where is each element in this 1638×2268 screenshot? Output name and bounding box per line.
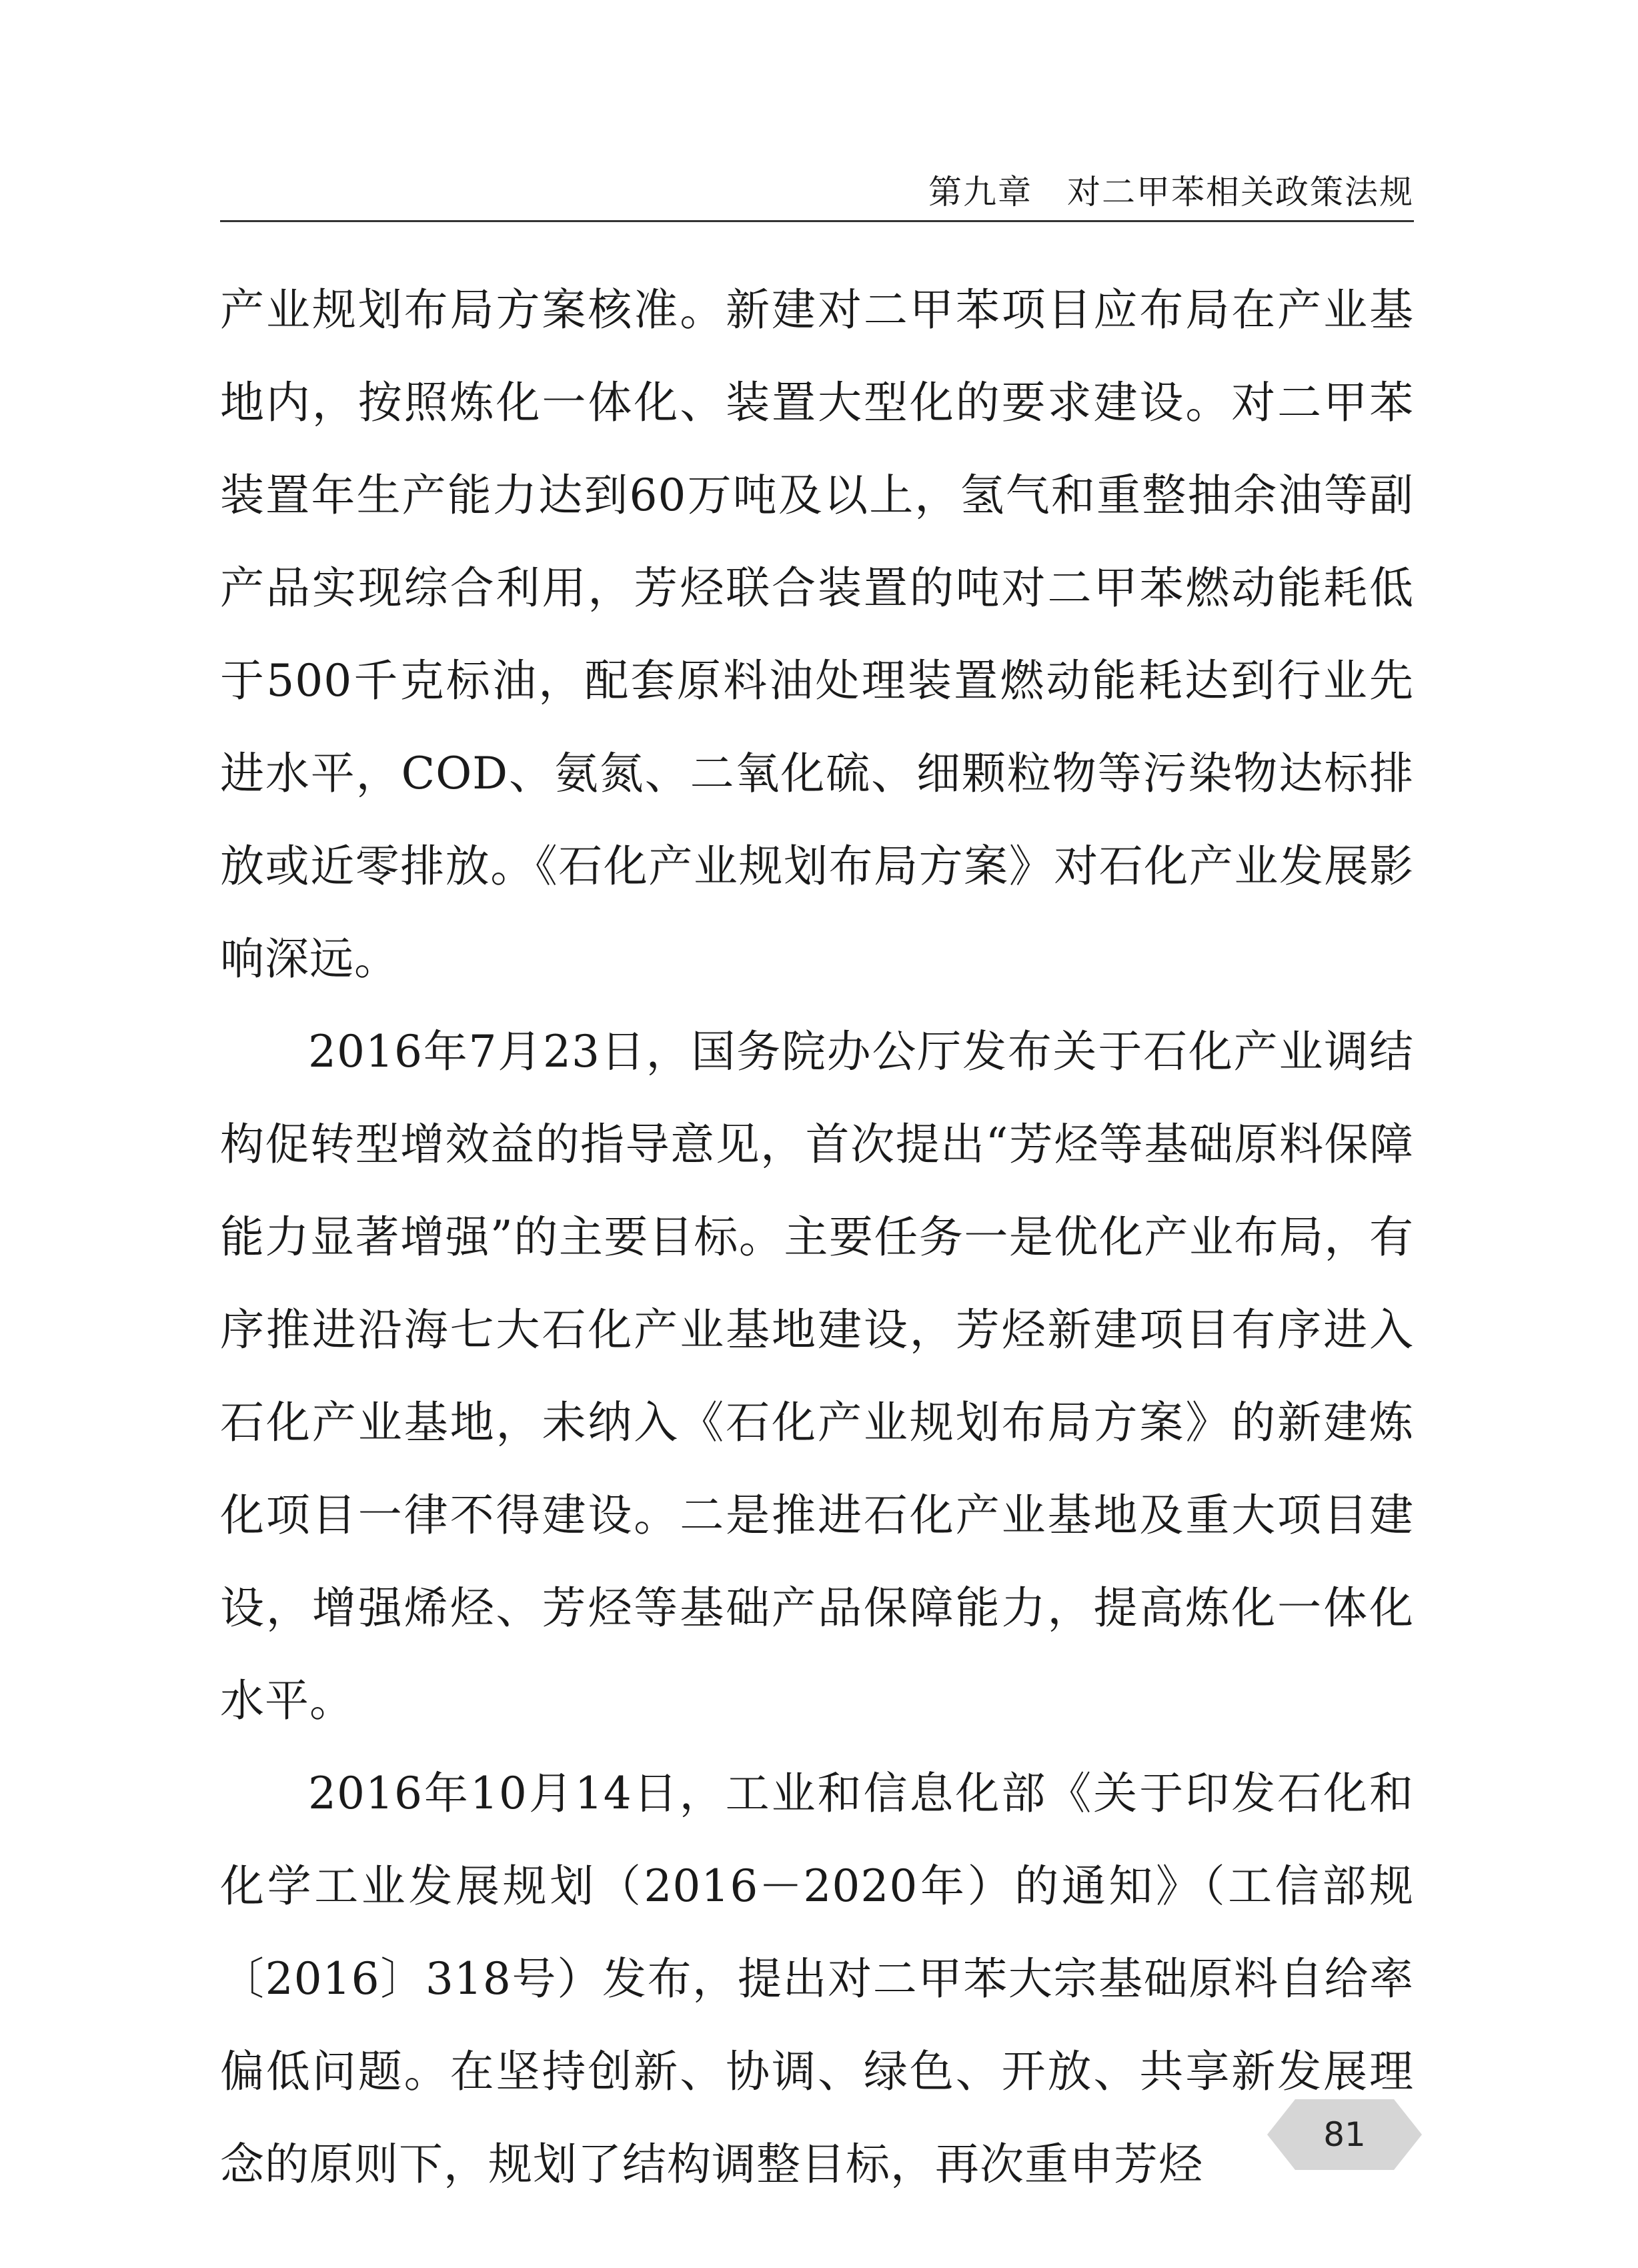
page-body xyxy=(220,263,1414,2211)
paragraph-2: 2016年7月23日，国务院办公厅发布关于石化产业调结构促转型增效益的指导意见，首次提出“芳烃等基础原料保障能力显著增强”的主要目标。主要任务一是优化产业布局，有序推进沿海七大石化产业基地建设，芳烃新建项目有序进入石化产业基地，未纳入《石化产业规划布局方案》的新建炼化项目一律不得建设。二是推进石化产业基地及重大项目建设，增强烯烃、芳烃等基础产品保障能力，提高炼化一体化水平。 xyxy=(220,1026,1414,1726)
page-number: 81 xyxy=(1323,2115,1366,2154)
running-head: 第九章 对二甲苯相关政策法规 xyxy=(928,173,1414,211)
header-rule xyxy=(220,220,1414,222)
paragraph-1: 产业规划布局方案核准。新建对二甲苯项目应布局在产业基地内，按照炼化一体化、装置大型化的要求建设。对二甲苯装置年生产能力达到60万吨及以上，氢气和重整抽余油等副产品实现综合利用，芳烃联合装置的吨对二甲苯燃动能耗低于500千克标油，配套原料油处理装置燃动能耗达到行业先进水平，COD、氨氮、二氧化硫、细颗粒物等污染物达标排放或近零排放。《石化产业规划布局方案》对石化产业发展影响深远。 xyxy=(220,284,1414,985)
page-number-badge xyxy=(1267,2098,1422,2171)
paragraph-3: 2016年10月14日，工业和信息化部《关于印发石化和化学工业发展规划（2016－2020年）的通知》（工信部规〔2016〕318号）发布，提出对二甲苯大宗基础原料自给率偏低问题。在坚持创新、协调、绿色、开放、共享新发展理念的原则下，规划了结构调整目标，再次重申芳烃 xyxy=(220,1768,1414,2190)
